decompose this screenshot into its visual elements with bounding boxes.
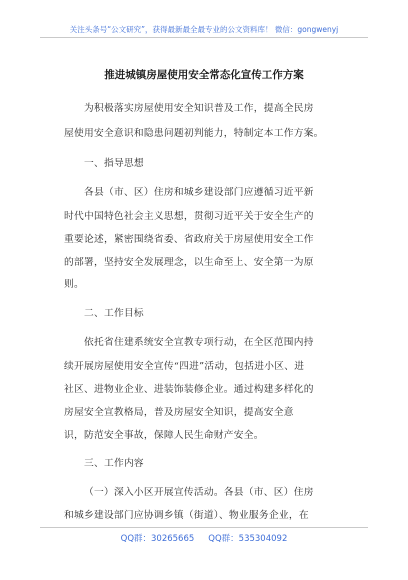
body-line: 续开展房屋使用安全宣传“四进”活动，包括进小区、进 (64, 361, 305, 372)
body-line: 的部署，坚持安全发展理念，以生命至上、安全第一为原 (64, 257, 314, 268)
body-line: 和城乡建设部门应协调乡镇（街道）、物业服务企业，在 (64, 510, 309, 521)
body-line: 重要论述，紧密围绕省委、省政府关于房屋使用安全工作 (64, 234, 314, 245)
body-line: 社区、进物业企业、进装饰装修企业。通过构建多样化的 (64, 384, 314, 395)
body-line: 为积极落实房屋使用安全知识普及工作，提高全民房 (84, 103, 314, 114)
header-banner: 关注头条号“公文研究”，获得最新最全最专业的公文资料库！ 微信：gongwenyj (69, 25, 339, 34)
body-line: 则。 (64, 279, 84, 290)
footer-qq-group-2: QQ群：535304092 (208, 534, 288, 544)
section-heading: 一、指导思想 (84, 158, 144, 169)
footer-contact (0, 532, 408, 544)
section-heading: 二、工作目标 (84, 308, 144, 319)
body-line: 依托省住建系统安全宣教专项行动，在全区范围内持 (84, 337, 314, 348)
body-line: 房屋安全宣教格局，普及房屋安全知识，提高安全意 (64, 407, 294, 418)
body-line: 时代中国特色社会主义思想，贯彻习近平关于安全生产的 (64, 211, 314, 222)
footer-qq-group-1: QQ群：30265665 (120, 534, 195, 544)
body-line: （一）深入小区开展宣传活动。各县（市、区）住房 (84, 487, 314, 498)
document-title: 推进城镇房屋使用安全常态化宣传工作方案 (104, 69, 304, 81)
section-heading: 三、工作内容 (84, 458, 144, 469)
footer-divider (40, 527, 368, 528)
body-line: 屋使用安全意识和隐患问题初判能力，特制定本工作方案。 (64, 128, 324, 139)
body-line: 识，防范安全事故，保障人民生命财产安全。 (64, 430, 264, 441)
header-divider (40, 37, 368, 38)
body-line: 各县（市、区）住房和城乡建设部门应遵循习近平新 (84, 187, 314, 198)
